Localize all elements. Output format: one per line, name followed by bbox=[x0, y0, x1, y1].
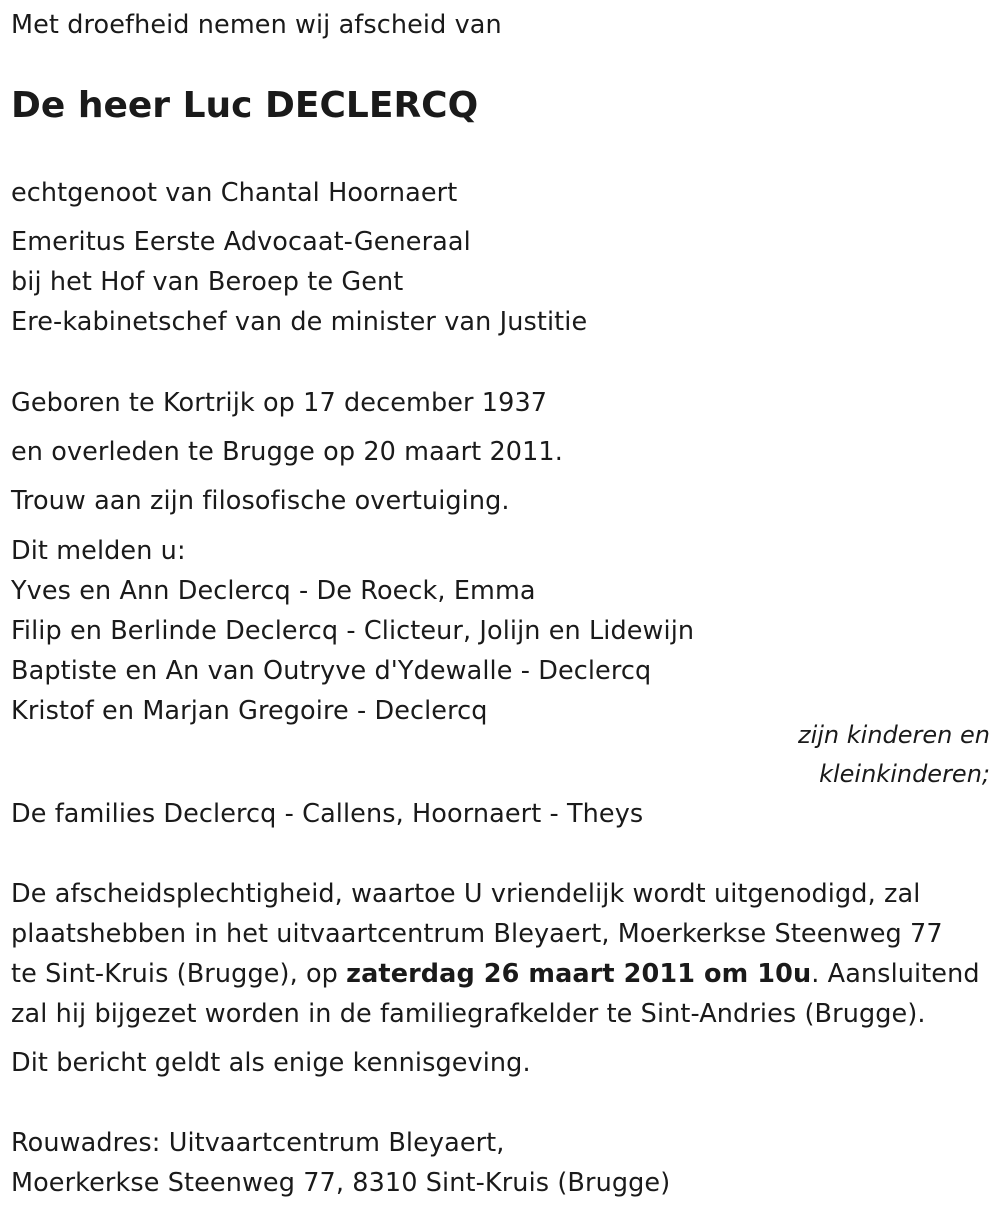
intro-text: Met droefheid nemen wij afscheid van bbox=[11, 10, 502, 40]
title-line-2: bij het Hof van Beroep te Gent bbox=[11, 267, 404, 297]
ceremony-date-time: zaterdag 26 maart 2011 om 10u bbox=[346, 959, 812, 989]
death-line: en overleden te Brugge op 20 maart 2011. bbox=[11, 437, 563, 467]
title-line-1: Emeritus Eerste Advocaat-Generaal bbox=[11, 227, 471, 257]
relation-line-2: kleinkinderen; bbox=[819, 760, 990, 788]
birth-line: Geboren te Kortrijk op 17 december 1937 bbox=[11, 388, 548, 418]
conviction-line: Trouw aan zijn filosofische overtuiging. bbox=[11, 486, 510, 516]
ceremony-line-1: De afscheidsplechtigheid, waartoe U vriendelijk wordt uitgenodigd, zal bbox=[11, 879, 921, 909]
address-line-2: Moerkerkse Steenweg 77, 8310 Sint-Kruis (Brugge) bbox=[11, 1168, 671, 1198]
family-line-2: Filip en Berlinde Declercq - Clicteur, Jolijn en Lidewijn bbox=[11, 616, 695, 646]
title-line-3: Ere-kabinetschef van de minister van Justitie bbox=[11, 307, 588, 337]
ceremony-line-3 bbox=[11, 957, 980, 991]
family-line-4: Kristof en Marjan Gregoire - Declercq bbox=[11, 696, 488, 726]
family-line-3: Baptiste en An van Outryve d'Ydewalle - Declercq bbox=[11, 656, 652, 686]
ceremony-line-3-end: . Aansluitend bbox=[811, 959, 980, 989]
ceremony-line-3-start: te Sint-Kruis (Brugge), op bbox=[11, 959, 347, 989]
relation-line-1: zijn kinderen en bbox=[798, 721, 990, 749]
family-line-1: Yves en Ann Declercq - De Roeck, Emma bbox=[11, 576, 536, 606]
notice-line: Dit bericht geldt als enige kennisgeving. bbox=[11, 1048, 531, 1078]
deceased-name: De heer Luc DECLERCQ bbox=[11, 85, 479, 126]
announce-label: Dit melden u: bbox=[11, 536, 186, 566]
spouse-line: echtgenoot van Chantal Hoornaert bbox=[11, 178, 458, 208]
ceremony-line-2: plaatshebben in het uitvaartcentrum Bleyaert, Moerkerkse Steenweg 77 bbox=[11, 919, 943, 949]
families-line: De families Declercq - Callens, Hoornaert - Theys bbox=[11, 799, 644, 829]
address-line-1: Rouwadres: Uitvaartcentrum Bleyaert, bbox=[11, 1128, 505, 1158]
ceremony-line-4: zal hij bijgezet worden in de familiegrafkelder te Sint-Andries (Brugge). bbox=[11, 999, 926, 1029]
